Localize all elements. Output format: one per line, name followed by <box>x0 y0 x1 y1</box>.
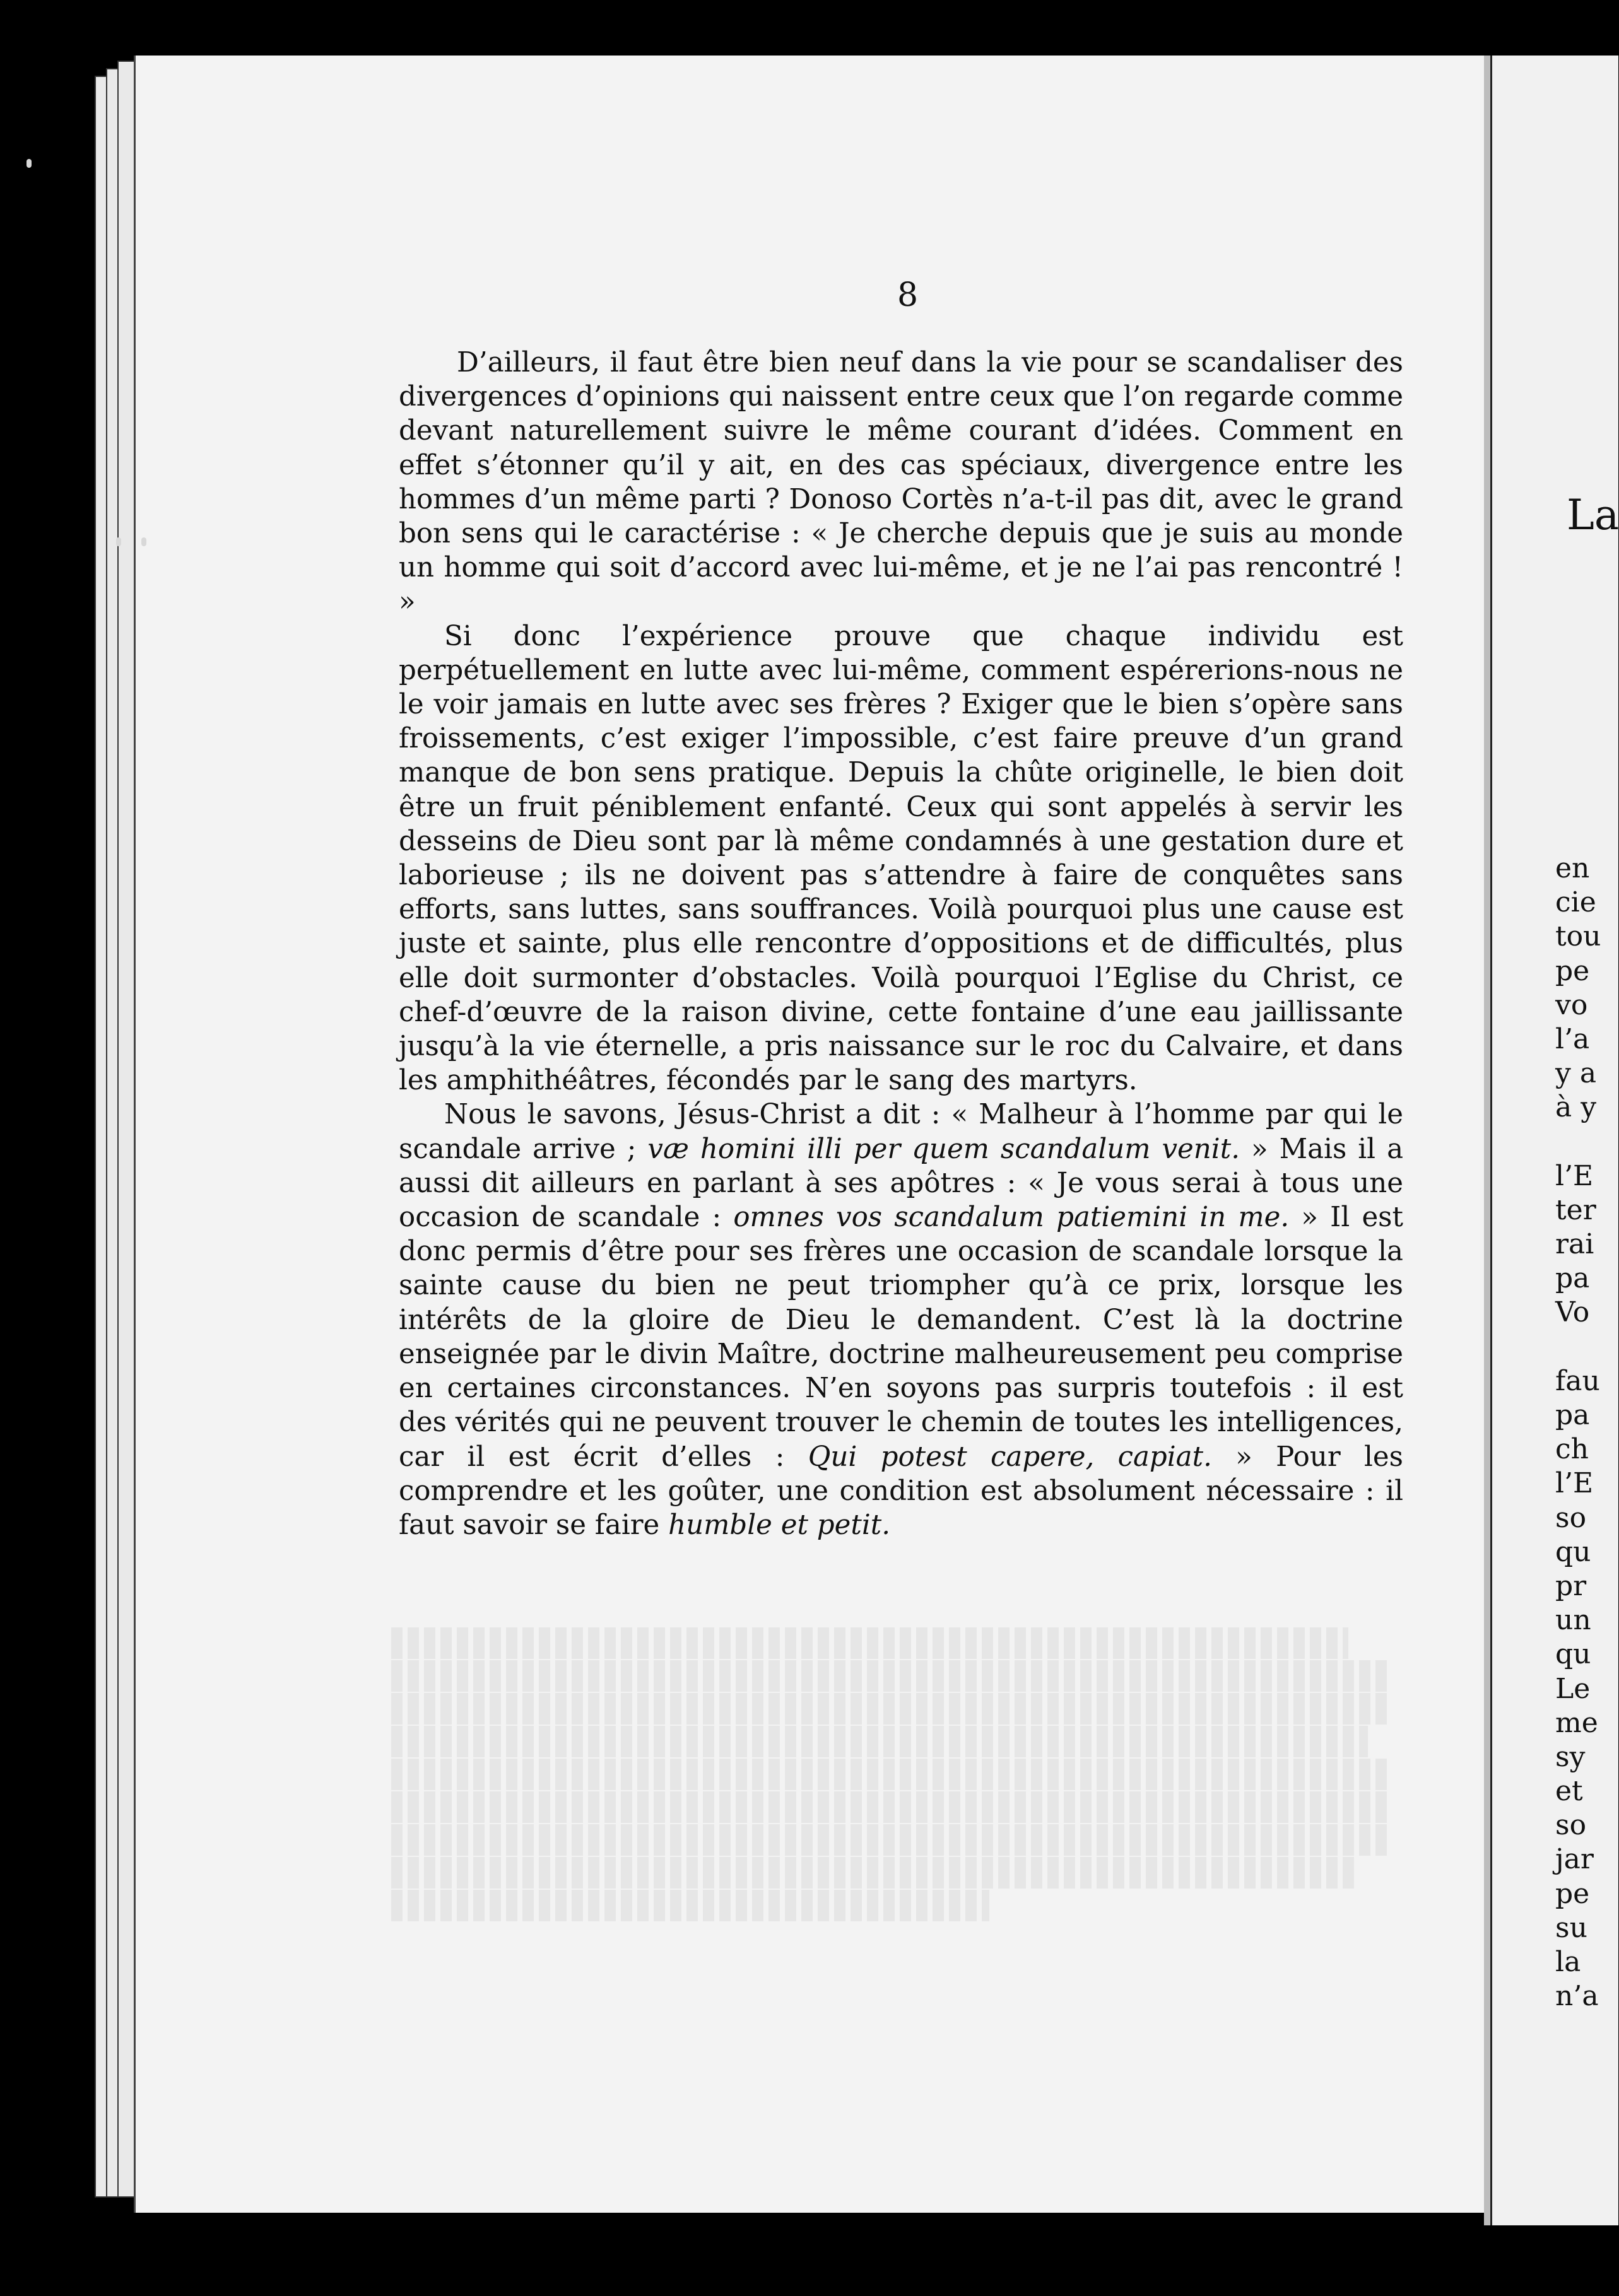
facing-line-fragment: me <box>1555 1706 1598 1739</box>
paragraph <box>399 346 1403 619</box>
facing-line-fragment: n’a <box>1555 1980 1599 2013</box>
facing-line-fragment: qu <box>1555 1638 1591 1671</box>
facing-line-fragment: pa <box>1555 1262 1590 1295</box>
latin-quotation: væ homini illi per quem scandalum venit. <box>647 1133 1240 1165</box>
facing-line-fragment <box>1555 1125 1601 1159</box>
facing-line-fragment: et <box>1555 1775 1583 1808</box>
latin-quotation: omnes vos scandalum patiemini in me. <box>733 1202 1290 1234</box>
facing-line-fragment: en <box>1555 852 1590 884</box>
facing-line-fragment: l’E <box>1555 1467 1594 1500</box>
bleed-through-text <box>391 1627 1388 1923</box>
facing-line-fragment: so <box>1555 1501 1587 1534</box>
facing-line-fragment: Vo <box>1555 1296 1590 1329</box>
facing-line-fragment: pe <box>1555 954 1590 987</box>
facing-page-heading: La <box>1567 491 1619 539</box>
facing-line-fragment: un <box>1555 1604 1591 1637</box>
facing-line-fragment: su <box>1555 1911 1587 1944</box>
facing-line-fragment: pa <box>1555 1399 1590 1431</box>
paragraph <box>399 619 1403 1098</box>
body-text <box>399 346 1403 1542</box>
facing-line-fragment: pr <box>1555 1569 1587 1602</box>
text-segment: D’ailleurs, il faut être bien neuf dans la vie pour se scandaliser des divergences d’opinions qui naissent entre ceux que l’on regarde comme devant naturellement suivre le même courant d’idées. Comment en effet s’étonner qu’il y ait, en des cas spéciaux, divergence entre les hommes d’un même parti ? Donoso Cortès n’a-t-il pas dit, avec le grand bon sens qui le caractérise : « Je cherche depuis que je suis au monde un homme qui soit d’accord avec lui-même, et je ne l’ai pas rencontré ! » <box>399 347 1403 618</box>
text-segment: » Il est donc permis d’être pour ses frères une occasion de scandale lorsque la sainte cause du bien ne peut triompher qu’à ce prix, lorsque les intérêts de la gloire de Dieu le demandent. C’est là la doctrine enseignée par le divin Maître, doctrine malheureusement peu comprise en certaines circonstances. N’en soyons pas surpris toutefois : il est des vérités qui ne peuvent trouver le chemin de toutes les intelligences, car il est écrit d’elles : <box>399 1202 1403 1473</box>
facing-line-fragment: sy <box>1555 1740 1586 1773</box>
page-number: 8 <box>897 276 919 314</box>
facing-line-fragment: cie <box>1555 886 1596 919</box>
facing-line-fragment: vo <box>1555 988 1588 1021</box>
facing-line-fragment: ter <box>1555 1193 1596 1226</box>
facing-line-fragment: rai <box>1555 1228 1594 1261</box>
facing-page-lines <box>1555 852 1601 2013</box>
margin-dot <box>141 537 146 546</box>
facing-line-fragment: fau <box>1555 1364 1600 1397</box>
facing-line-fragment: Le <box>1555 1672 1591 1705</box>
facing-line-fragment: pe <box>1555 1877 1590 1910</box>
latin-quotation: Qui potest capere, capiat. <box>808 1441 1212 1473</box>
text-segment: Nous le savons, Jésus-Christ a dit : « Malheur à l’homme par qui le scandale arrive ; <box>399 1099 1403 1165</box>
facing-line-fragment: so <box>1555 1809 1587 1842</box>
facing-line-fragment: ch <box>1555 1433 1589 1466</box>
facing-line-fragment: qu <box>1555 1535 1591 1568</box>
facing-line-fragment: y a <box>1555 1057 1597 1090</box>
facing-page <box>1490 56 1618 2225</box>
text-segment: » Pour les comprendre et les goûter, une condition est absolument nécessaire : il faut savoir se faire <box>399 1441 1403 1541</box>
facing-line-fragment: tou <box>1555 920 1601 953</box>
paragraph <box>399 1098 1403 1542</box>
facing-line-fragment: l’a <box>1555 1022 1590 1055</box>
latin-quotation: humble et petit. <box>668 1509 891 1541</box>
margin-dot <box>26 159 32 168</box>
margin-dot <box>116 537 121 546</box>
facing-line-fragment: la <box>1555 1946 1581 1978</box>
facing-line-fragment: l’E <box>1555 1159 1594 1192</box>
facing-line-fragment: jar <box>1555 1843 1594 1876</box>
text-segment: » Mais il a aussi dit ailleurs en parlant à ses apôtres : « Je vous serai à tous une occasion de scandale : <box>399 1133 1403 1234</box>
facing-line-fragment <box>1555 1330 1601 1364</box>
facing-line-fragment: à y <box>1555 1091 1597 1124</box>
text-segment: Si donc l’expérience prouve que chaque individu est perpétuellement en lutte avec lui-même, comment espérerions-nous ne le voir jamais en lutte avec ses frères ? Exiger que le bien s’opère sans froissements, c’est exiger l’impossible, c’est faire preuve d’un grand manque de bon sens pratique. Depuis la chûte originelle, le bien doit être un fruit péniblement enfanté. Ceux qui sont appelés à servir les desseins de Dieu sont par là même condamnés à une gestation dure et laborieuse ; ils ne doivent pas s’attendre à faire de conquêtes sans efforts, sans luttes, sans souffrances. Voilà pourquoi plus une cause est juste et sainte, plus elle rencontre d’oppositions et de difficultés, plus elle doit surmonter d’obstacles. Voilà pourquoi l’Eglise du Christ, ce chef-d’œuvre de la raison divine, cette fontaine d’une eau jaillissante jusqu’à la vie éternelle, a pris naissance sur le roc du Calvaire, et dans les amphithéâtres, fécondés par le sang des martyrs. <box>399 620 1403 1097</box>
